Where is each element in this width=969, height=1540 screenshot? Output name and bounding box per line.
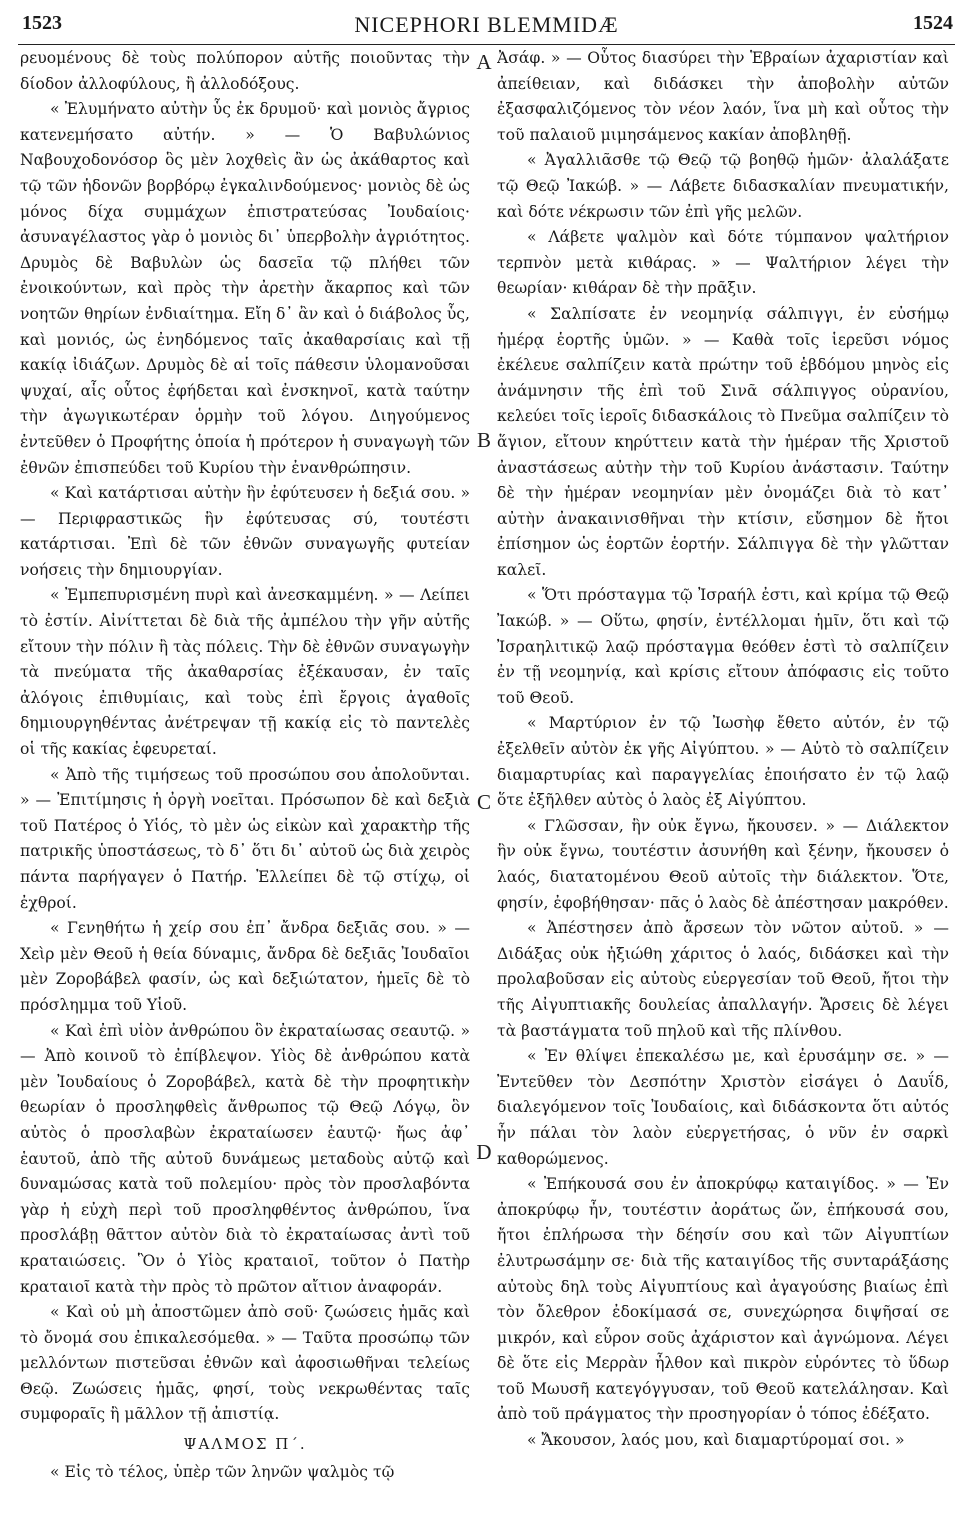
margin-marker-d: D (476, 1140, 492, 1164)
paragraph: « Καὶ ἐπὶ υἱὸν ἀνθρώπου ὃν ἐκραταίωσας σεαυτῷ. » — Ἀπὸ κοινοῦ τὸ ἐπίβλεψον. Υἱὸς δὲ ἀνθρώπου κατὰ μὲν Ἰουδαίους ὁ Ζοροβάβελ, κατὰ δὲ τὴν προφητικὴν θεωρίαν ὁ προσληφθεὶς ἄνθρωπος τῷ Θεῷ Λόγῳ, ὃν αὐτὸς ὁ προσλαβὼν ἐκραταίωσεν ἑαυτῷ· ἤως ἀφ᾿ ἑαυτοῦ, ἀπὸ τῆς αὐτοῦ δυνάμεως μεταδοὺς αὐτῷ καὶ δυναμώσας κατὰ τοῦ πολεμίου· πρὸς τὸν προσλαβόντα γὰρ ἡ εὐχὴ περὶ τοῦ προσληφθέντος ἀνθρώπου, ἵνα προσλάβῃ θᾶττον αὐτὸν διὰ τὸ ἐκραταίωσας ἀντὶ τοῦ κραταιώσεις. Ὃν ὁ Υἱὸς κραταιοῖ, τοῦτον ὁ Πατὴρ κραταιοῖ κατὰ τὴν πρὸς τὸ πρῶτον αἴτιον ἀναφοράν. (20, 1021, 470, 1296)
margin-marker-a: A (476, 50, 492, 74)
paragraph: « Ἀπέστησεν ἀπὸ ἄρσεων τὸν νῶτον αὐτοῦ. » — Διδάξας οὐκ ἠξιώθη χάριτος ὁ λαός, διδάσκει καὶ τὴν προλαβοῦσαν εἰς αὐτοὺς εὐεργεσίαν τοῦ Θεοῦ, ἤτοι τὴν τῆς Αἰγυπτιακῆς δουλείας ἀπαλλαγήν. Ἄρσεις δὲ λέγει τὰ βαστάγματα τοῦ πηλοῦ καὶ τῆς πλίνθου. (497, 919, 949, 1040)
paragraph: « Ἐν θλίψει ἐπεκαλέσω με, καὶ ἐρυσάμην σε. » — Ἐντεῦθεν τὸν Δεσπότην Χριστὸν εἰσάγει ὁ Δαυΐδ, διαλεγόμενον τοῖς Ἰουδαίοις, καὶ διδάσκοντα ὅτι αὐτός ἦν πάλαι τὸν λαὸν εὐεργετήσας, ὁ νῦν ἐν σαρκὶ καθορώμενος. (497, 1047, 949, 1168)
page-number-right: 1524 (913, 12, 953, 34)
paragraph: « Ἀπὸ τῆς τιμήσεως τοῦ προσώπου σου ἀπολοῦνται. » — Ἐπιτίμησις ἡ ὀργὴ νοεῖται. Πρόσωπον δὲ καὶ δεξιὰ τοῦ Πατέρος ὁ Υἱός, τὸ μὲν ὡς εἰκὼν καὶ χαρακτὴρ τῆς πατρικῆς ὑποστάσεως, τὸ δ᾿ ὅτι δι᾿ αὐτοῦ ὡς διὰ χειρὸς πάντα παρήγαγεν ὁ Πατήρ. Ἐλλείπει δὲ τῷ στίχῳ, οἱ ἐχθροί. (20, 765, 470, 912)
margin-marker-b: B (476, 428, 491, 452)
paragraph: « Γενηθήτω ἡ χείρ σου ἐπ᾿ ἄνδρα δεξιᾶς σου. » — Χεὶρ μὲν Θεοῦ ἡ θεία δύναμις, ἄνδρα δὲ δεξιᾶς Ἰουδαῖοι μὲν Ζοροβάβελ φασίν, ὡς καὶ δεξιώτατον, ἡμεῖς δὲ τὸ πρόσλημμα τοῦ Υἱοῦ. (20, 919, 470, 1014)
psalm-heading: ΨΑΛΜΟΣ Π΄. (183, 1435, 307, 1454)
paragraph: ρευομένους δὲ τοὺς πολύπορον αὐτῆς ποιοῦντας τὴν δίοδον ἀλλοφύλους, ἢ ἀλλοδόξους. (20, 49, 470, 93)
paragraph: « Γλῶσσαν, ἣν οὐκ ἔγνω, ἤκουσεν. » — Διάλεκτον ἣν οὐκ ἔγνω, τουτέστιν ἀσυνήθη καὶ ξένην, ἤκουσεν ὁ λαός, διατατομένου Θεοῦ αὐτοῖς τὴν διάλεκτον. Ὅτε, φησίν, ἐφοβήθησαν· πᾶς ὁ λαὸς δὲ ἀπέστησαν μακρόθεν. (497, 816, 949, 912)
paragraph: « Ἐμπεπυρισμένη πυρὶ καὶ ἀνεσκαμμένη. » — Λείπει τὸ ἐστίν. Αἰνίττεται δὲ διὰ τῆς ἀμπέλου τὴν γῆν αὐτῆς εἴτουν τὴν πόλιν ἢ τὰς πόλεις. Τὴν δὲ ἐθνῶν συναγωγὴν τὰ πνεύματα τῆς ἀκαθαρσίας ἐξέκαυσαν, ἐν ταῖς ἀλόγοις ἐπιθυμίαις, καὶ τοὺς ἐπὶ ἔργοις ἀγαθοῖς δημιουργηθέντας ἀνέτρεψαν τῇ κακίᾳ εἰς τὸ παντελὲς οἱ τῆς κακίας ἐφευρεταί. (20, 586, 470, 759)
right-column (497, 46, 949, 1532)
paragraph: « Ἀγαλλιᾶσθε τῷ Θεῷ τῷ βοηθῷ ἡμῶν· ἀλαλάξατε τῷ Θεῷ Ἰακώβ. » — Λάβετε διδασκαλίαν πνευματικήν, καὶ δότε νέκρωσιν τῶν ἐπὶ γῆς μελῶν. (497, 151, 949, 221)
paragraph: Ἀσάφ. » — Οὗτος διασύρει τὴν Ἑβραίων ἀχαριστίαν καὶ ἀπείθειαν, καὶ διδάσκει τὴν ἀποβολὴν αὐτῶν ἐξασφαλιζόμενος τὸν νέον λαόν, ἵνα μὴ καὶ οὗτος τὴν τοῦ παλαιοῦ μιμησάμενος κακίαν ἀποβληθῇ. (497, 49, 949, 144)
paragraph: « Ἐπήκουσά σου ἐν ἀποκρύφῳ καταιγίδος. » — Ἐν ἀποκρύφῳ ἦν, τουτέστιν ἀοράτως ὤν, ἐπήκουσά σου, ἤτοι ἐπλήρωσα τὴν δέησίν σου καὶ τῶν Αἰγυπτίων ἐλυτρωσάμην σε· διὰ τῆς καταιγίδος τῆς συνταράξάσης αὐτοὺς δηλ τοὺς Αἰγυπτίους καὶ ἀγαγούσης βιαίως ἐπὶ τὸν ὄλεθρον ἐδοκίμασά σε, συνεχώρησα διψῆσαί σε μικρόν, καὶ εὗρον σοῦς ἀχάριστον καὶ ἀγνώμονα. Λέγει δὲ ὅτε εἰς Μερρὰν ἦλθον καὶ πικρὸν εὑρόντες τὸ ὕδωρ τοῦ Μωυσῆ κατεγόγγυσαν, τοῦ Θεοῦ κατελάλησαν. Καὶ ἀπὸ τοῦ πράγματος τὴν προσηγορίαν ὁ τόπος ἐδέξατο. (497, 1175, 949, 1424)
paragraph: « Ὅτι πρόσταγμα τῷ Ἰσραήλ ἐστι, καὶ κρίμα τῷ Θεῷ Ἰακώβ. » — Οὕτω, φησίν, ἐντέλλομαι ἡμῖν, ὅτι καὶ τῷ Ἰσραηλιτικῷ λαῷ πρόσταγμα θεόθεν ἐστὶ τὸ σαλπίζειν ἐν τῇ νεομηνίᾳ, καὶ κρίσις εἴτουν ἀπόφασις εἰς τοῦτο τοῦ Θεοῦ. (497, 586, 949, 707)
left-column (20, 46, 470, 1532)
paragraph: « Σαλπίσατε ἐν νεομηνίᾳ σάλπιγγι, ἐν εὐσήμῳ ἡμέρᾳ ἑορτῆς ὑμῶν. » — Καθὰ τοῖς ἱερεῦσι νόμος ἐκέλευε σαλπίζειν κατὰ πρώτην τοῦ ἑβδόμου μηνὸς εἰς ἀνάμνησιν τῆς ἐπὶ τοῦ Σινᾶ σάλπιγγος οὐρανίου, κελεύει τοῖς ἱεροῖς διδασκάλοις τὸ Πνεῦμα σαλπίζειν τὸ ἅγιον, εἴτουν κηρύττειν κατὰ τὴν ἡμέραν τῆς Χριστοῦ ἀναστάσεως αὐτὴν τὴν τοῦ Κυρίου ἀνάστασιν. Ταύτην δὲ τὴν ἡμέραν νεομηνίαν μὲν ὀνομάζει διὰ τὸ κατ᾿ αὐτὴν ἀνακαινισθῆναι τὴν κτίσιν, εὔσημον δὲ ἤτοι ἐπίσημον ὡς ἑορτῶν ἑορτήν. Σάλπιγγα δὲ τὴν γλῶτταν καλεῖ. (497, 304, 949, 579)
paragraph: « Καὶ οὐ μὴ ἀποστῶμεν ἀπὸ σοῦ· ζωώσεις ἡμᾶς καὶ τὸ ὄνομά σου ἐπικαλεσόμεθα. » — Ταῦτα προσώπῳ τῶν μελλόντων πιστεῦσαι ἐθνῶν καὶ ἀφοσιωθῆναι τελείως Θεῷ. Ζωώσεις ἡμᾶς, φησί, τοὺς νεκρωθέντας ταῖς συμφοραῖς ἢ μᾶλλον τῇ ἀπιστίᾳ. (20, 1303, 470, 1424)
paragraph: « Λάβετε ψαλμὸν καὶ δότε τύμπανον ψαλτήριον τερπνὸν μετὰ κιθάρας. » — Ψαλτήριον λέγει τὴν θεωρίαν· κιθάραν δὲ τὴν πρᾶξιν. (497, 228, 949, 298)
paragraph: « Ἄκουσον, λαός μου, καὶ διαμαρτύρομαί σοι. » (527, 1431, 905, 1450)
margin-marker-c: C (476, 790, 491, 814)
paragraph: « Ἐλυμήνατο αὐτὴν ὗς ἐκ δρυμοῦ· καὶ μονιὸς ἄγριος κατενεμήσατο αὐτήν. » — Ὁ Βαβυλώνιος Ναβουχοδονόσορ ὃς μὲν λοχθεὶς ἂν ὡς ἀκάθαρτος καὶ τῷ τῶν ἡδονῶν βορβόρῳ ἐγκαλινδούμενος· μονιὸς δὲ ὡς μόνος δίχα συμμάχων ἐπιστρατεύσας Ἰουδαίοις· ἀσυναγέλαστος γὰρ ὁ μονιὸς δι᾿ ὑπερβολὴν ἀγριότητος. Δρυμὸς δὲ Βαβυλὼν ὡς δασεῖα τῷ πλήθει τῶν ἐνοικούντων, καὶ πρὸς τὴν ἀρετὴν ἄκαρπος καὶ τῶν νοητῶν θηρίων ἐνδιαίτημα. Εἴη δ᾿ ἂν καὶ ὁ διάβολος ὗς, καὶ μονιός, ὡς ἐνηδόμενος ταῖς ἀκαθαρσίαις καὶ τῇ κακίᾳ ἰδιάζων. Δρυμὸς δὲ αἱ τοῖς πάθεσιν ὑλομανοῦσαι ψυχαί, αἷς οὗτος ἐφήδεται καὶ ἐνσκηνοῖ, κατὰ ταύτην τὴν ἀγωγικωτέραν ὁρμὴν τοῦ λόγου. Διηγούμενος ἐντεῦθεν ὁ Προφήτης ὁποία ἡ πρότερον ἡ συναγωγὴ τῶν ἐθνῶν ἐπισπεύδει τοῦ Κυρίου τὴν ἐνανθρώπησιν. (20, 100, 470, 477)
paragraph: « Μαρτύριον ἐν τῷ Ἰωσὴφ ἔθετο αὐτόν, ἐν τῷ ἐξελθεῖν αὐτὸν ἐκ γῆς Αἰγύπτου. » — Αὐτὸ τὸ σαλπίζειν διαμαρτυρίας καὶ παραγγελίας ἐποιήσατο ἐν τῷ λαῷ ὅτε ἐξῆλθεν αὐτὸς ὁ λαὸς ἐξ Αἰγύπτου. (497, 714, 949, 810)
page-number-left: 1523 (22, 12, 62, 34)
paragraph: « Καὶ κατάρτισαι αὐτὴν ἣν ἐφύτευσεν ἡ δεξιά σου. » — Περιφραστικῶς ἣν ἐφύτευσας σύ, τουτέστι κατάρτισαι. Ἐπὶ δὲ τῶν ἐθνῶν συναγωγῆς φυτείαν νοήσεις τὴν δημιουργίαν. (20, 484, 470, 579)
running-title: NICEPHORI BLEMMIDÆ (354, 12, 619, 37)
paragraph: « Εἰς τὸ τέλος, ὑπὲρ τῶν ληνῶν ψαλμὸς τῷ (50, 1462, 395, 1481)
page-header (18, 10, 955, 45)
